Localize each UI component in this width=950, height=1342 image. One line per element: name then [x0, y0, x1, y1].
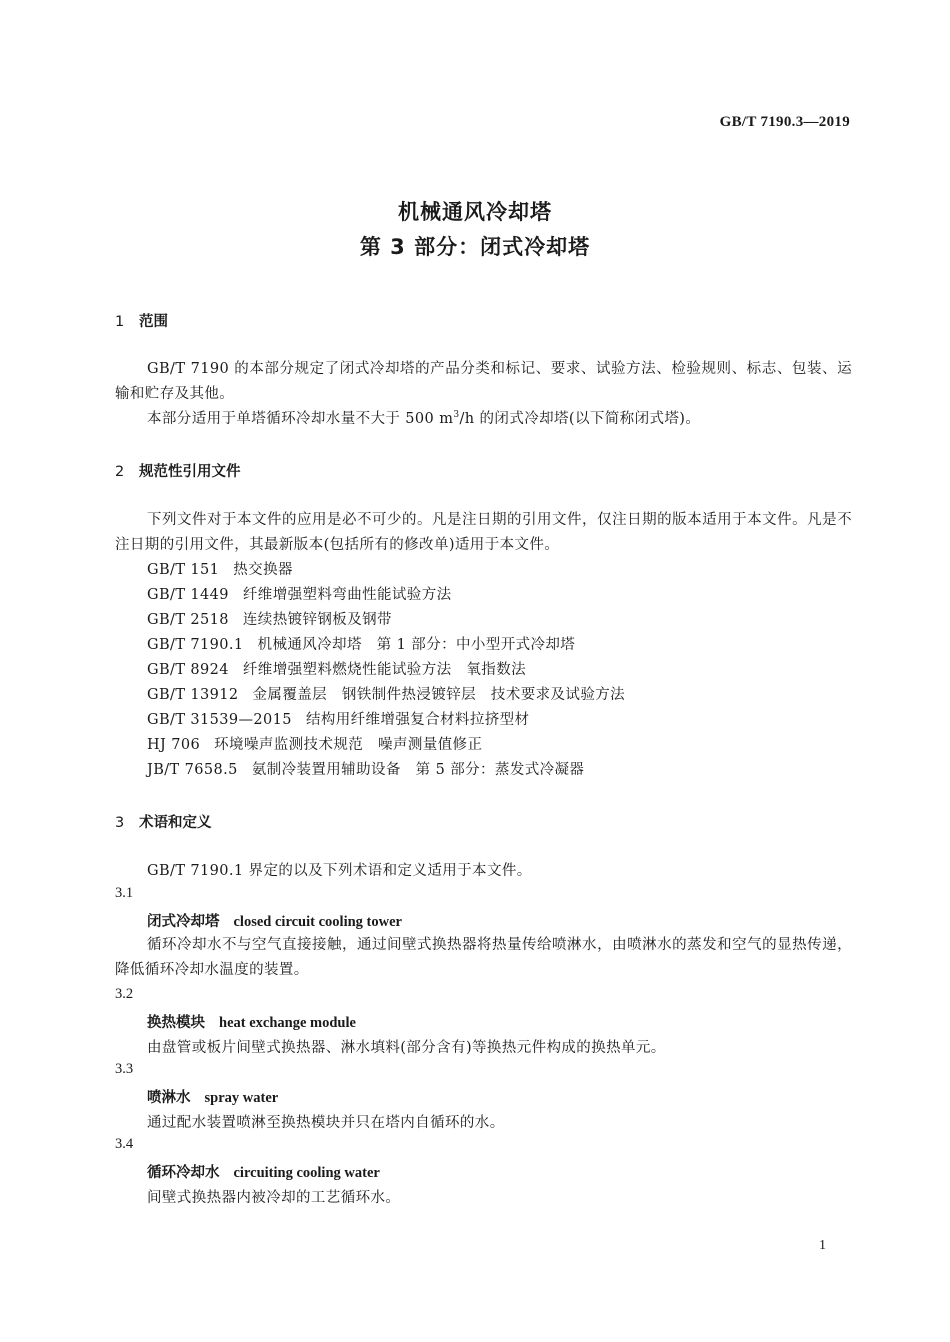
section-number: 2 — [115, 464, 125, 480]
section-number: 3 — [115, 815, 125, 831]
reference-code: JB/T 7658.5 — [147, 762, 238, 778]
reference-title: 结构用纤维增强复合材料拉挤型材 — [305, 712, 530, 728]
reference-code: GB/T 2518 — [147, 612, 229, 628]
term-en: closed circuit cooling tower — [233, 914, 402, 930]
term-en: circuiting cooling water — [233, 1165, 380, 1181]
document-subtitle: 第 3 部分：闭式冷却塔 — [359, 235, 591, 259]
term-heading — [147, 1161, 380, 1182]
reference-code: HJ 706 — [147, 737, 201, 753]
term-definition: 循环冷却水不与空气直接接触，通过间壁式换热器将热量传给喷淋水，由喷淋水的蒸发和空气的显热传递，降低循环冷却水温度的装置。 — [115, 937, 852, 978]
section-1-heading — [115, 310, 168, 331]
scope-applicability — [115, 407, 852, 432]
reference-title: 连续热镀锌钢板及钢带 — [242, 612, 392, 628]
reference-title: 金属覆盖层 钢铁制件热浸镀锌层 技术要求及试验方法 — [252, 687, 626, 703]
term-number: 3.4 — [115, 1136, 134, 1152]
superscript: 3 — [453, 410, 460, 421]
term-number: 3.2 — [115, 986, 134, 1002]
reference-item — [147, 758, 584, 779]
reference-title: 机械通风冷却塔 第 1 部分：中小型开式冷却塔 — [257, 637, 576, 653]
term-heading — [147, 1011, 356, 1032]
reference-code: GB/T 1449 — [147, 587, 229, 603]
terms-intro: GB/T 7190.1 界定的以及下列术语和定义适用于本文件。 — [147, 863, 532, 879]
reference-title: 环境噪声监测技术规范 噪声测量值修正 — [214, 737, 483, 753]
section-3-heading — [115, 811, 212, 832]
reference-title: 热交换器 — [233, 562, 293, 578]
reference-item — [147, 558, 293, 579]
applicability-text: 本部分适用于单塔循环冷却水量不大于 500 m — [147, 411, 454, 427]
term-zh: 循环冷却水 — [147, 1164, 220, 1181]
term-heading — [147, 1086, 278, 1107]
term-heading — [147, 910, 402, 931]
applicability-text-end: /h 的闭式冷却塔(以下简称闭式塔)。 — [459, 411, 701, 427]
term-definition: 间壁式换热器内被冷却的工艺循环水。 — [147, 1190, 401, 1206]
section-title: 范围 — [139, 314, 168, 330]
term-en: heat exchange module — [219, 1015, 356, 1031]
reference-item — [147, 658, 526, 679]
reference-item — [147, 583, 452, 604]
reference-code: GB/T 13912 — [147, 687, 239, 703]
reference-code: GB/T 8924 — [147, 662, 229, 678]
term-definition: 通过配水装置喷淋至换热模块并只在塔内自循环的水。 — [147, 1115, 505, 1131]
page-number: 1 — [819, 1238, 826, 1253]
reference-item — [147, 608, 392, 629]
term-zh: 闭式冷却塔 — [147, 913, 220, 930]
term-en: spray water — [204, 1090, 279, 1106]
reference-code: GB/T 7190.1 — [147, 637, 244, 653]
term-zh: 换热模块 — [147, 1014, 205, 1031]
document-title: 机械通风冷却塔 — [398, 200, 552, 224]
section-title: 规范性引用文件 — [139, 464, 241, 480]
term-number: 3.1 — [115, 885, 134, 901]
term-definition: 由盘管或板片间壁式换热器、淋水填料(部分含有)等换热元件构成的换热单元。 — [147, 1040, 666, 1056]
scope-paragraph: GB/T 7190 的本部分规定了闭式冷却塔的产品分类和标记、要求、试验方法、检验规则、标志、包装、运输和贮存及其他。 — [115, 361, 852, 402]
term-zh: 喷淋水 — [147, 1089, 191, 1106]
reference-code: GB/T 151 — [147, 562, 220, 578]
reference-item — [147, 683, 625, 704]
reference-code: GB/T 31539—2015 — [147, 712, 292, 728]
reference-title: 氨制冷装置用辅助设备 第 5 部分：蒸发式冷凝器 — [251, 762, 585, 778]
reference-item — [147, 708, 529, 729]
section-number: 1 — [115, 314, 125, 330]
reference-item — [147, 733, 482, 754]
reference-title: 纤维增强塑料弯曲性能试验方法 — [242, 587, 452, 603]
standard-number: GB/T 7190.3—2019 — [719, 114, 850, 130]
reference-title: 纤维增强塑料燃烧性能试验方法 氧指数法 — [242, 662, 527, 678]
term-number: 3.3 — [115, 1061, 134, 1077]
references-intro: 下列文件对于本文件的应用是必不可少的。凡是注日期的引用文件，仅注日期的版本适用于本文件。凡是不注日期的引用文件，其最新版本(包括所有的修改单)适用于本文件。 — [115, 512, 852, 553]
section-title: 术语和定义 — [139, 815, 212, 831]
reference-item — [147, 633, 575, 654]
section-2-heading — [115, 460, 241, 481]
